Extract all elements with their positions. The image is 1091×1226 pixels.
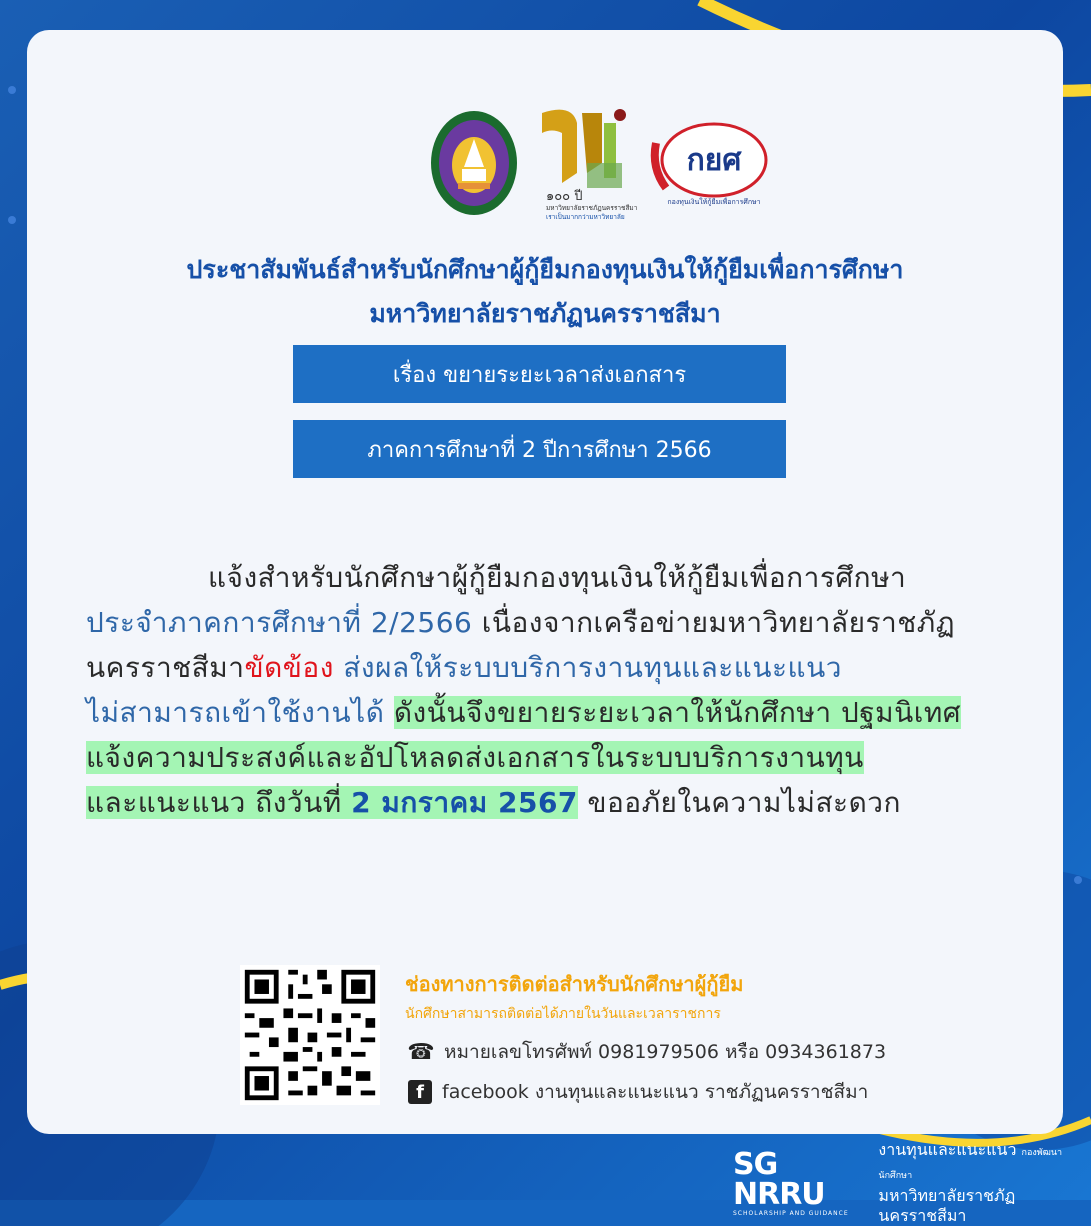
brand-logo-block (733, 1146, 870, 1217)
body-line-1: แจ้งสำหรับนักศึกษาผู้กู้ยืมกองทุนเงินให้กู้ยืมเพื่อการศึกษา (208, 561, 907, 594)
deadline-label: และแนะแนว ถึงวันที่ (86, 786, 352, 819)
phone-icon: ☎ (407, 1039, 435, 1065)
outage-word: ขัดข้อง (244, 651, 334, 684)
body-line-6 (86, 780, 996, 825)
university-seal-logo (430, 109, 518, 217)
announcement-body (86, 555, 996, 825)
brand-line-1: งานทุนและแนะแนว (878, 1140, 1017, 1159)
brand-line-2: มหาวิทยาลัยราชภัฏนครราชสีมา (878, 1186, 1016, 1225)
facebook-icon: f (408, 1080, 432, 1104)
apology-text: ขออภัยในความไม่สะดวก (577, 786, 901, 819)
brand-line-1-small: กองพัฒนานักศึกษา (878, 1148, 1063, 1181)
deadline-date: 2 มกราคม 2567 (351, 786, 578, 819)
facebook-text: facebook งานทุนและแนะแนว ราชภัฏนครราชสีมา (442, 1081, 869, 1103)
deadline-highlight (86, 786, 578, 819)
brand-tagline: SCHOLARSHIP AND GUIDANCE (733, 1209, 849, 1217)
semester-reference: ประจำภาคการศึกษาที่ 2/2566 (86, 606, 473, 639)
centennial-number: ๑๐๐ ปี (546, 188, 583, 204)
page-title: ประชาสัมพันธ์สำหรับนักศึกษาผู้กู้ยืมกองทุนเงินให้กู้ยืมเพื่อการศึกษา (186, 255, 904, 284)
page-subtitle: มหาวิทยาลัยราชภัฏนครราชสีมา (369, 299, 721, 328)
centennial-caption-2: เราเป็นมากกว่ามหาวิทยาลัย (546, 212, 625, 221)
centennial-logo (532, 103, 638, 223)
semester-banner: ภาคการศึกษาที่ 2 ปีการศึกษา 2566 (293, 420, 786, 478)
phone-text: หมายเลขโทรศัพท์ 0981979506 หรือ 0934361873 (444, 1041, 887, 1063)
brand-logo: SG NRRU (733, 1146, 825, 1212)
contact-subtitle: นักศึกษาสามารถติดต่อได้ภายในวันและเวลาราชการ (405, 1006, 721, 1022)
body-line-3-effect: ส่งผลให้ระบบบริการงานทุนและแนะแนว (333, 651, 842, 684)
body-line-3 (86, 645, 996, 690)
centennial-caption-1: มหาวิทยาลัยราชภัฏนครราชสีมา (546, 203, 638, 212)
body-line-2 (86, 600, 996, 645)
body-line-2-text: เนื่องจากเครือข่ายมหาวิทยาลัยราชภัฏ (472, 606, 956, 639)
body-line-3-text: นครราชสีมา (86, 651, 245, 684)
footer-brand (733, 1140, 1091, 1226)
extension-highlight: ดังนั้นจึงขยายระยะเวลาให้นักศึกษา ปฐมนิเทศ (393, 696, 962, 729)
facebook-contact[interactable] (408, 1077, 868, 1107)
phone-contact[interactable] (408, 1037, 886, 1067)
kys-caption: กองทุนเงินให้กู้ยืมเพื่อการศึกษา (667, 197, 761, 206)
body-line-4 (86, 690, 996, 735)
kys-fund-logo (646, 118, 776, 208)
upload-highlight: แจ้งความประสงค์และอัปโหลดส่งเอกสารในระบบบริการงานทุน (86, 741, 864, 774)
kys-mark: กยศ (686, 142, 742, 178)
body-line-4-text: ไม่สามารถเข้าใช้งานได้ (86, 696, 394, 729)
contact-title: ช่องทางการติดต่อสำหรับนักศึกษาผู้กู้ยืม (405, 972, 744, 996)
contact-qr-code[interactable] (240, 965, 380, 1105)
body-line-5 (86, 735, 996, 780)
subject-banner: เรื่อง ขยายระยะเวลาส่งเอกสาร (293, 345, 786, 403)
logo-group (430, 100, 760, 225)
brand-text (878, 1140, 1091, 1226)
